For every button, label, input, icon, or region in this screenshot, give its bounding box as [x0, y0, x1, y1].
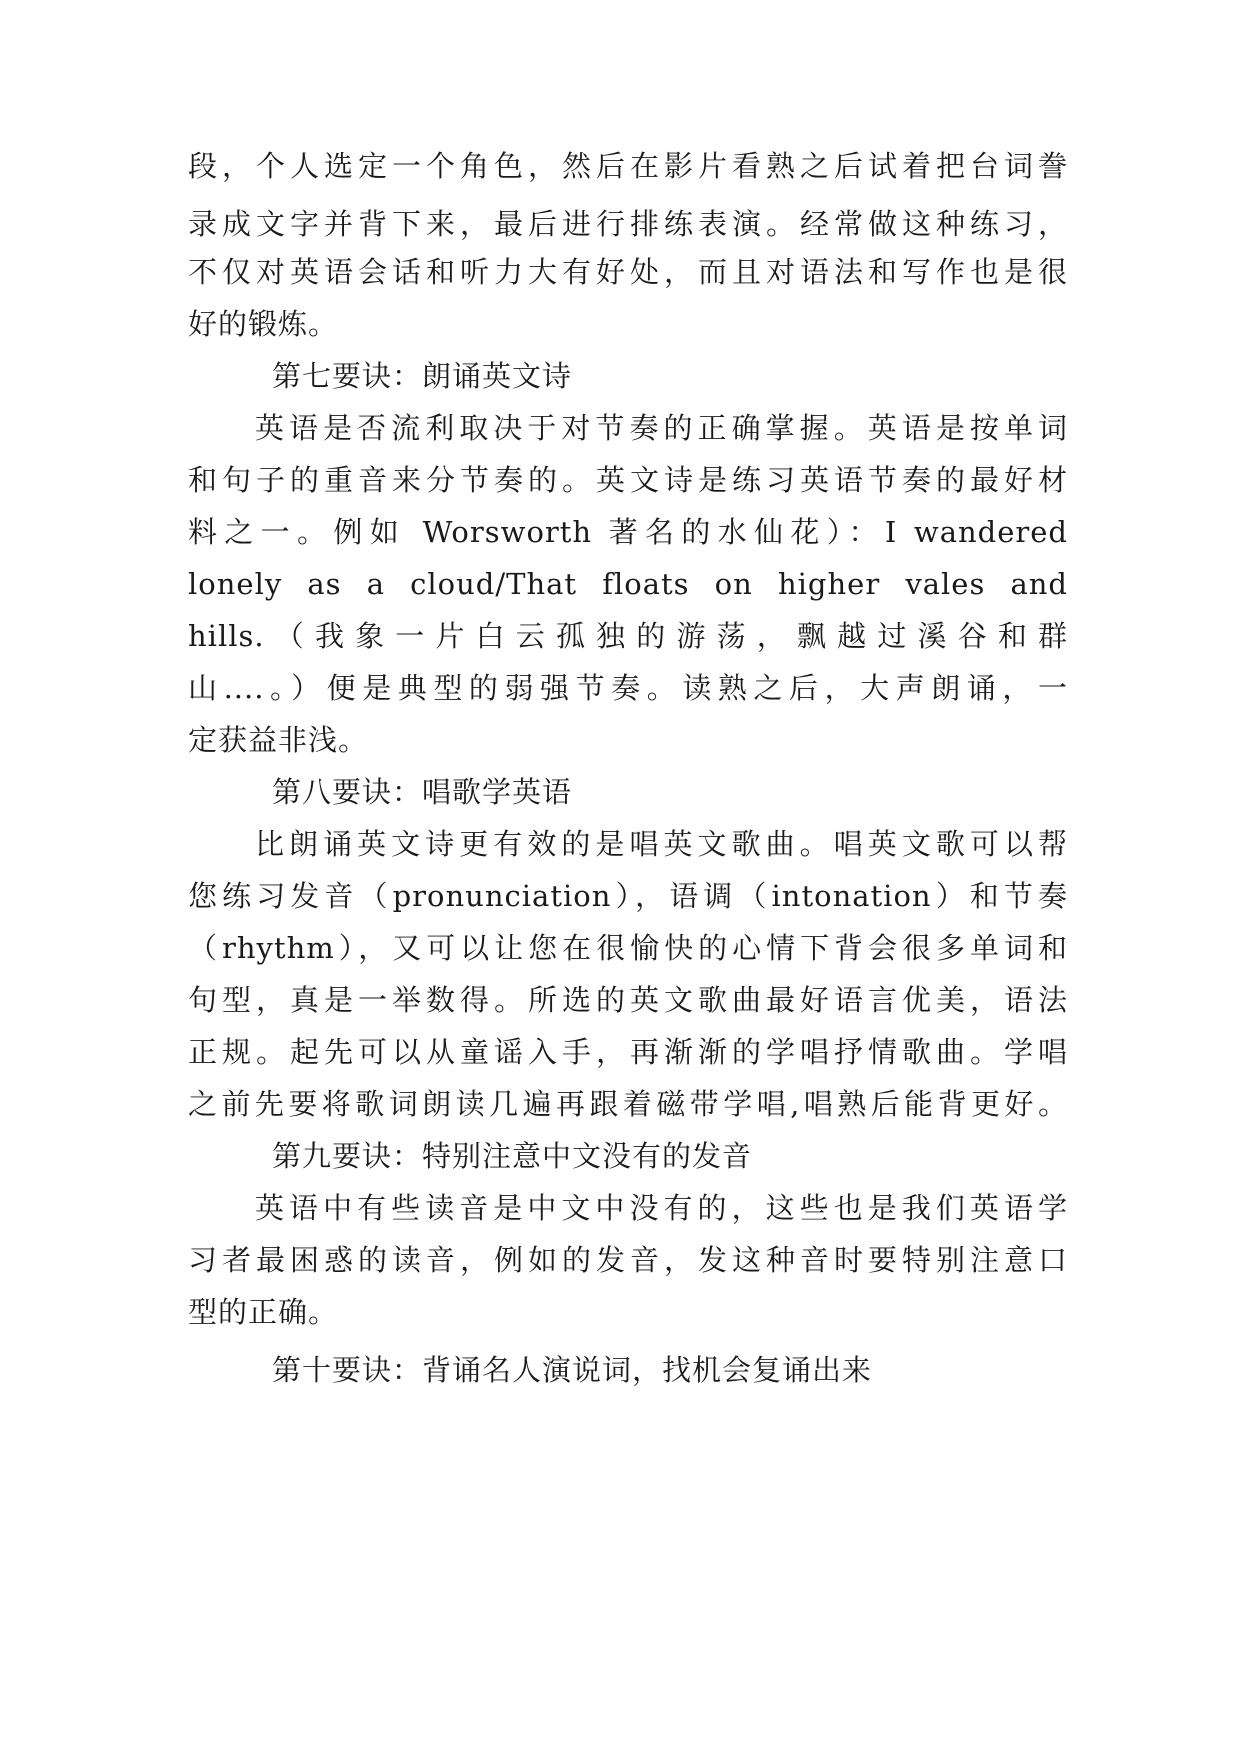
- body-text-line: 之前先要将歌词朗读几遍再跟着磁带学唱,唱熟后能背更好。: [188, 1087, 1068, 1121]
- body-text-line: 习者最困惑的读音，例如的发音，发这种音时要特别注意口: [188, 1243, 1068, 1277]
- body-text-line: 您练习发音（pronunciation），语调（intonation）和节奏: [188, 879, 1068, 913]
- body-text-line: 山....。）便是典型的弱强节奏。读熟之后，大声朗诵，一: [188, 671, 1068, 705]
- body-text-line: 和句子的重音来分节奏的。英文诗是练习英语节奏的最好材: [188, 463, 1068, 497]
- section-heading-9: 第九要诀：特别注意中文没有的发音: [272, 1139, 753, 1173]
- section-heading-7: 第七要诀：朗诵英文诗: [272, 359, 573, 393]
- body-text-line: lonely as a cloud/That floats on higher vales and: [188, 567, 1068, 601]
- body-text-line: 好的锻炼。: [188, 307, 339, 341]
- body-text-line: 型的正确。: [188, 1295, 339, 1329]
- section-heading-10: 第十要诀：背诵名人演说词，找机会复诵出来: [272, 1353, 873, 1387]
- body-text-line: 料之一。例如 Worsworth 著名的水仙花）：I wandered: [188, 515, 1068, 549]
- body-text-line: 段，个人选定一个角色，然后在影片看熟之后试着把台词誊: [188, 149, 1068, 183]
- body-text-line: hills.（我象一片白云孤独的游荡，飘越过溪谷和群: [188, 619, 1068, 653]
- body-text-line: 英语中有些读音是中文中没有的，这些也是我们英语学: [255, 1191, 1068, 1225]
- body-text-line: 定获益非浅。: [188, 723, 369, 757]
- body-text-line: （rhythm），又可以让您在很愉快的心情下背会很多单词和: [188, 931, 1068, 965]
- section-heading-8: 第八要诀：唱歌学英语: [272, 775, 573, 809]
- body-text-line: 句型，真是一举数得。所选的英文歌曲最好语言优美，语法: [188, 983, 1068, 1017]
- body-text-line: 比朗诵英文诗更有效的是唱英文歌曲。唱英文歌可以帮: [255, 827, 1068, 861]
- body-text-line: 不仅对英语会话和听力大有好处，而且对语法和写作也是很: [188, 255, 1068, 289]
- body-text-line: 英语是否流利取决于对节奏的正确掌握。英语是按单词: [255, 411, 1068, 445]
- body-text-line: 录成文字并背下来，最后进行排练表演。经常做这种练习，: [188, 207, 1068, 241]
- body-text-line: 正规。起先可以从童谣入手，再渐渐的学唱抒情歌曲。学唱: [188, 1035, 1068, 1069]
